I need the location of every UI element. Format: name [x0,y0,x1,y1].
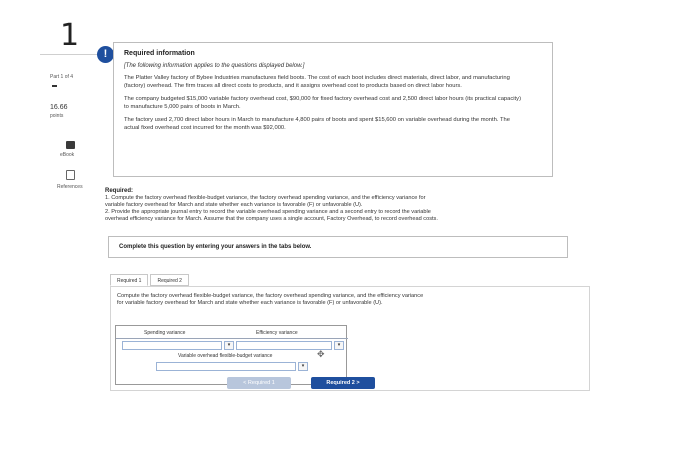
move-icon[interactable]: ✥ [317,349,325,359]
ebook-icon[interactable] [66,141,75,149]
required-line-1: 1. Compute the factory overhead flexible-budget variance, the factory overhead spending variance, and the efficiency variance for [105,195,426,201]
previous-required-button[interactable]: < Required 1 [227,377,291,389]
info-paragraph-1: The Platter Valley factory of Bybee Industries manufactures field boots. The cost of each boot includes direct materials, direct labor, and manufacturing (factory) overhead. The firm traces all direct costs to products, and it assigns overhead cost to products based on direct labor hours. [124,75,510,89]
tab-bar [110,274,191,286]
divider [40,54,100,55]
flexible-budget-variance-label: Variable overhead flexible-budget variance [178,353,273,359]
flexible-budget-variance-fu-select[interactable]: ▾ [298,362,308,371]
part-indicator: Part 1 of 4 [50,74,74,80]
tab-required-2[interactable]: Required 2 [150,274,188,286]
next-required-button[interactable]: Required 2 > [311,377,375,389]
part-progress-bar [52,85,57,87]
panel-instruction [117,293,517,307]
col-header-efficiency: Efficiency variance [256,330,298,336]
references-icon[interactable] [66,170,75,180]
required-section [105,188,555,223]
required-line-3: 2. Provide the appropriate journal entry to record the variable overhead spending variance and a second entry to record the variable [105,209,431,215]
points-label: points [50,113,64,119]
variance-grid [115,325,347,385]
info-intro: [The following information applies to the questions displayed below.] [124,63,305,69]
question-number: 1 [60,18,80,53]
required-information-box [113,42,553,177]
panel-instruction-line-2: for variable factory overhead for March and state whether each variance is favorable (F) or unfavorable (U). [117,300,383,306]
ebook-label[interactable]: eBook [60,152,75,158]
references-label[interactable]: References [57,184,83,190]
required-title: Required: [105,188,134,194]
info-title: Required information [124,50,195,57]
grid-divider [116,338,348,339]
tab-required-1[interactable]: Required 1 [110,274,148,286]
info-paragraph-2: The company budgeted $15,000 variable factory overhead cost, $90,000 for fixed factory overhead cost and 2,500 direct labor hours (its practical capacity) to manufacture 5,000 pairs of boots in March. [124,96,521,110]
panel-instruction-line-1: Compute the factory overhead flexible-budget variance, the factory overhead spending variance, and the efficiency variance [117,293,424,299]
col-header-spending: Spending variance [144,330,186,336]
complete-prompt: Complete this question by entering your answers in the tabs below. [108,236,568,258]
efficiency-variance-fu-select[interactable]: ▾ [334,341,344,350]
tab-panel [110,286,590,391]
points-value: 16.66 [50,104,68,111]
required-line-4: overhead efficiency variance for March. Assume that the company uses a single account, Factory Overhead, to record overhead costs. [105,216,438,222]
flexible-budget-variance-input[interactable] [156,362,296,371]
spending-variance-fu-select[interactable]: ▾ [224,341,234,350]
spending-variance-amount-input[interactable] [122,341,222,350]
info-icon: ! [97,46,114,63]
info-paragraph-3: The factory used 2,700 direct labor hours in March to manufacture 4,800 pairs of boots and spent $15,600 on variable overhead during the month. The actual fixed overhead cost incurred for the month was $92,000. [124,117,510,131]
required-line-2: variable factory overhead for March and state whether each variance is favorable (F) or unfavorable (U). [105,202,363,208]
